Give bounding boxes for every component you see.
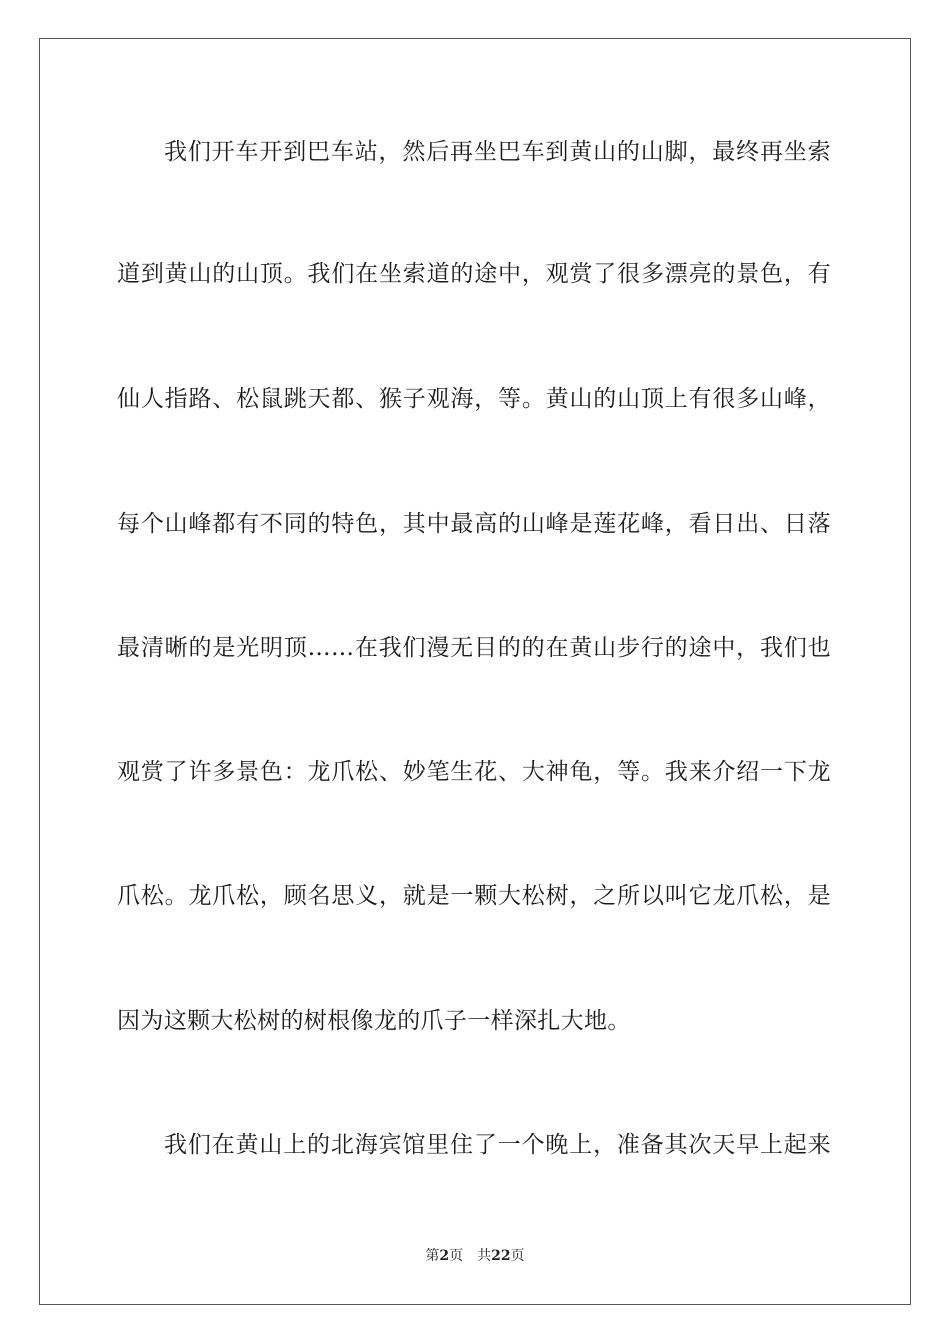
paragraph-line: 道到黄山的山顶。我们在坐索道的途中，观赏了很多漂亮的景色，有	[117, 261, 831, 287]
total-suffix: 页	[510, 1248, 525, 1264]
page-number: 2	[439, 1248, 450, 1264]
total-pages: 22	[491, 1248, 511, 1264]
paragraph-line: 观赏了许多景色：龙爪松、妙笔生花、大神龟，等。我来介绍一下龙	[117, 759, 831, 785]
paragraph-line: 我们开车开到巴车站，然后再坐巴车到黄山的山脚，最终再坐索	[164, 139, 831, 165]
paragraph-line: 爪松。龙爪松，顾名思义，就是一颗大松树，之所以叫它龙爪松，是	[117, 883, 831, 909]
paragraph-line: 因为这颗大松树的树根像龙的爪子一样深扎大地。	[117, 1008, 631, 1034]
page-prefix: 第	[425, 1248, 440, 1264]
total-prefix: 共	[477, 1248, 492, 1264]
page-border	[39, 38, 911, 1305]
page-footer	[0, 1247, 950, 1265]
paragraph-line: 仙人指路、松鼠跳天都、猴子观海，等。黄山的山顶上有很多山峰，	[117, 386, 831, 412]
paragraph-line: 每个山峰都有不同的特色，其中最高的山峰是莲花峰，看日出、日落	[117, 511, 831, 537]
paragraph-line: 最清晰的是光明顶……在我们漫无目的的在黄山步行的途中，我们也	[117, 635, 831, 661]
paragraph-line: 我们在黄山上的北海宾馆里住了一个晚上，准备其次天早上起来	[164, 1132, 831, 1158]
page-suffix: 页	[449, 1248, 464, 1264]
